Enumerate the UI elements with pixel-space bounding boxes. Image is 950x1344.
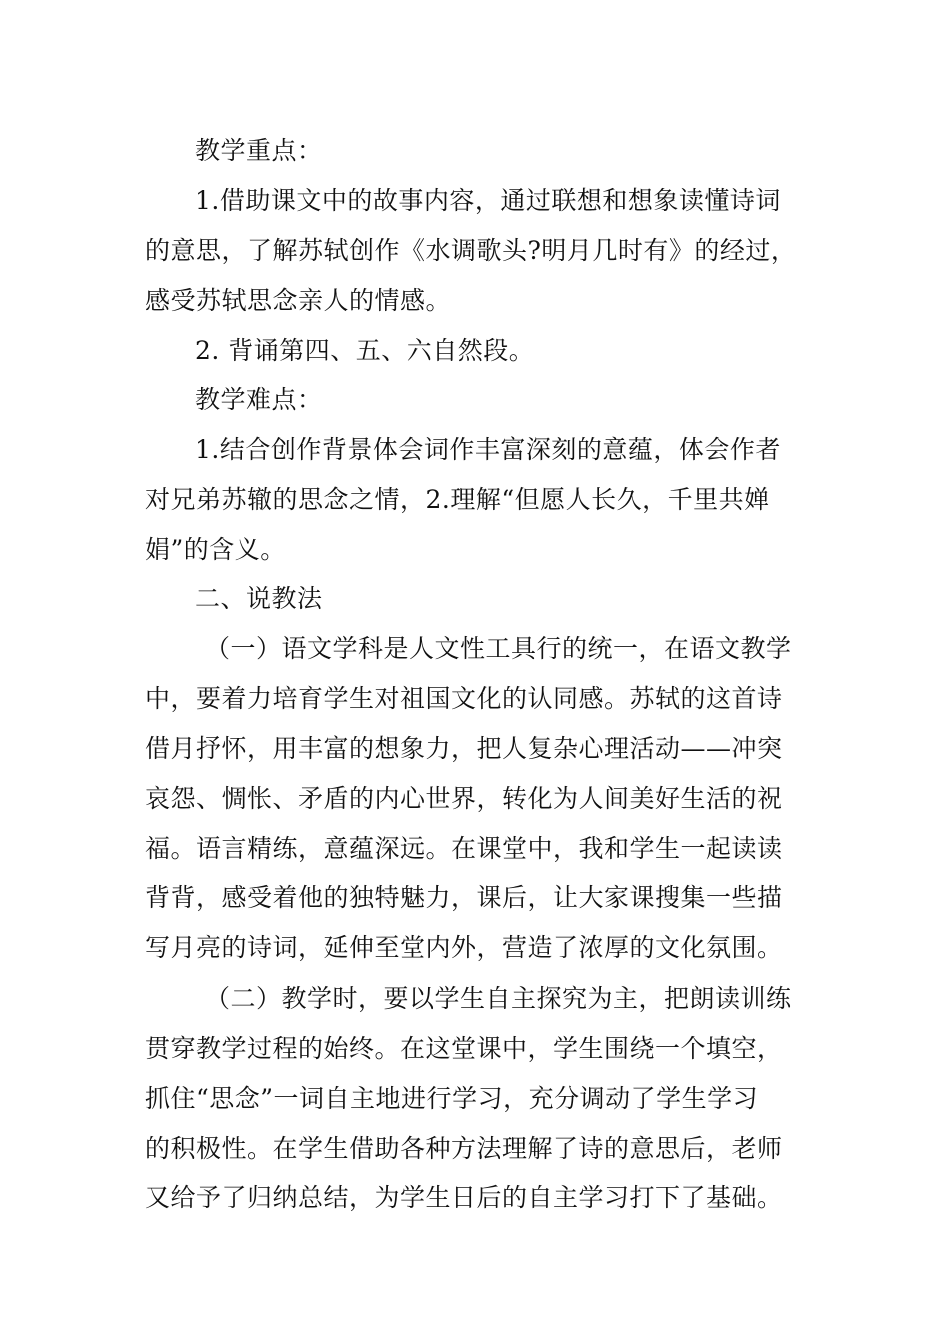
- paragraph-line: 1.结合创作背景体会词作丰富深刻的意蕴，体会作者: [195, 435, 781, 464]
- paragraph-line: （一）语文学科是人文性工具行的统一，在语文教学: [205, 634, 792, 663]
- paragraph-line: 1.借助课文中的故事内容，通过联想和想象读懂诗词: [195, 186, 781, 215]
- paragraph-line: 借月抒怀，用丰富的想象力，把人复杂心理活动——冲突: [145, 734, 783, 763]
- heading-teaching-difficulty: 教学难点：: [195, 385, 323, 414]
- paragraph-line: 的积极性。在学生借助各种方法理解了诗的意思后，老师: [145, 1134, 783, 1163]
- paragraph-line: 2. 背诵第四、五、六自然段。: [195, 336, 535, 365]
- paragraph-line: 感受苏轼思念亲人的情感。: [145, 286, 452, 315]
- paragraph-line: 的意思，了解苏轼创作《水调歌头?明月几时有》的经过，: [145, 236, 797, 265]
- paragraph-line: 抓住“思念”一词自主地进行学习，充分调动了学生学习: [145, 1084, 759, 1113]
- paragraph-line: 写月亮的诗词，延伸至堂内外，营造了浓厚的文化氛围。: [145, 933, 783, 962]
- heading-teaching-focus: 教学重点：: [195, 136, 323, 165]
- paragraph-line: 哀怨、惆怅、矛盾的内心世界，转化为人间美好生活的祝: [145, 784, 783, 813]
- paragraph-line: 福。语言精练，意蕴深远。在课堂中，我和学生一起读读: [145, 834, 783, 863]
- paragraph-line: 对兄弟苏辙的思念之情，2.理解“但愿人长久，千里共婵: [145, 485, 770, 514]
- paragraph-line: （二）教学时，要以学生自主探究为主，把朗读训练: [205, 984, 792, 1013]
- paragraph-line: 背背，感受着他的独特魅力，课后，让大家课搜集一些描: [145, 883, 783, 912]
- heading-teaching-method: 二、说教法: [195, 584, 323, 613]
- paragraph-line: 中，要着力培育学生对祖国文化的认同感。苏轼的这首诗: [145, 684, 783, 713]
- paragraph-line: 娟”的含义。: [145, 535, 286, 564]
- paragraph-line: 又给予了归纳总结，为学生日后的自主学习打下了基础。: [145, 1183, 783, 1212]
- paragraph-line: 贯穿教学过程的始终。在这堂课中，学生围绕一个填空，: [145, 1034, 783, 1063]
